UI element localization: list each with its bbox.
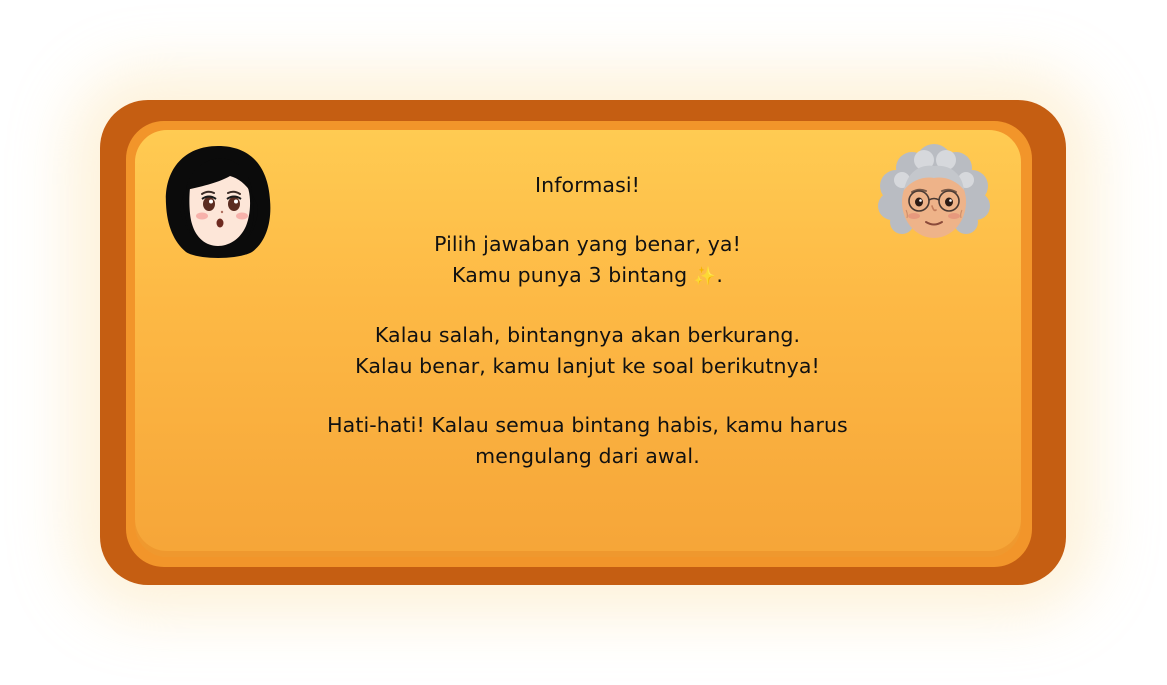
sparkle-icon: ✨ [693,266,717,287]
stars-period: . [716,263,723,287]
girl-avatar [160,142,276,260]
spacer [260,292,915,320]
info-line-stars [260,260,915,292]
spacer [260,201,915,229]
info-line-choose-answer: Pilih jawaban yang benar, ya! [434,232,741,256]
info-line-right: Kalau benar, kamu lanjut ke soal berikutnya! [355,354,820,378]
stars-text: Kamu punya 3 bintang [452,263,694,287]
girl-face-icon [160,142,276,260]
info-message [260,170,915,472]
info-line-wrong: Kalau salah, bintangnya akan berkurang. [374,323,801,347]
info-line-warning: Hati-hati! Kalau semua bintang habis, kamu harus [327,413,848,437]
info-title: Informasi! [535,173,640,197]
info-line-restart: mengulang dari awal. [475,444,700,468]
spacer [260,382,915,410]
